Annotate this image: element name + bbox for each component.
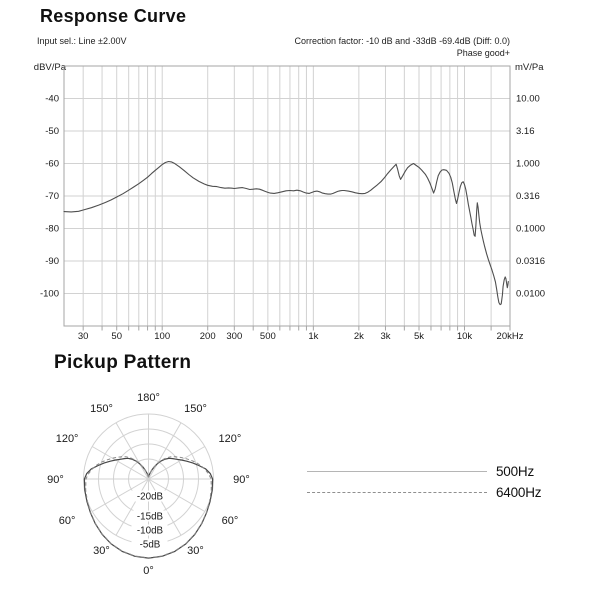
legend-line-6400hz xyxy=(307,492,487,493)
polar-radial-label: -10dB xyxy=(136,525,164,537)
x-tick-label: 3k xyxy=(380,331,391,342)
polar-angle-label: 150° xyxy=(90,402,113,415)
polar-angle-label: 90° xyxy=(47,474,64,486)
polar-spoke xyxy=(92,447,148,480)
phase-status-text: Phase good+ xyxy=(456,48,510,58)
x-tick-label: 50 xyxy=(111,331,122,342)
legend-label-500hz: 500Hz xyxy=(496,464,535,479)
y-tick-label-right: 0.0100 xyxy=(516,288,546,300)
y-tick-label-left: -100 xyxy=(39,288,59,300)
y-tick-label-right: 0.316 xyxy=(516,191,540,203)
x-tick-label: 5k xyxy=(413,331,425,342)
polar-angle-label: 120° xyxy=(55,433,79,445)
polar-angle-label: 30° xyxy=(187,545,204,558)
pickup-pattern-title: Pickup Pattern xyxy=(54,352,192,373)
x-tick-label: 20kHz xyxy=(496,331,524,342)
response-title: Response Curve xyxy=(40,6,187,26)
y-axis-left-unit: dBV/Pa xyxy=(33,62,66,73)
y-tick-label-left: -50 xyxy=(45,126,59,138)
polar-angle-label: 120° xyxy=(218,433,242,445)
x-tick-label: 300 xyxy=(226,331,243,342)
x-tick-label: 500 xyxy=(259,331,276,342)
response-chart-plot xyxy=(0,50,600,350)
y-tick-label-left: -60 xyxy=(45,158,59,170)
y-axis-right-unit: mV/Pa xyxy=(515,62,544,73)
polar-angle-label: 90° xyxy=(233,474,250,486)
polar-angle-label: 150° xyxy=(184,402,207,415)
y-tick-label-left: -40 xyxy=(45,93,59,105)
y-tick-label-right: 1.000 xyxy=(516,158,540,170)
y-tick-label-left: -90 xyxy=(45,256,59,268)
y-tick-label-right: 0.0316 xyxy=(516,256,546,268)
polar-radial-label: -5dB xyxy=(139,539,161,551)
y-tick-label-right: 3.16 xyxy=(516,126,535,138)
x-tick-label: 30 xyxy=(77,331,89,342)
polar-angle-label: 30° xyxy=(93,545,110,558)
polar-spoke xyxy=(149,423,182,479)
legend-label-6400hz: 6400Hz xyxy=(496,485,542,500)
y-tick-label-right: 10.00 xyxy=(516,93,540,105)
polar-angle-label: 60° xyxy=(221,515,239,527)
legend-line-500hz xyxy=(307,471,487,472)
x-tick-label: 10k xyxy=(456,331,473,342)
polar-spoke xyxy=(116,423,149,479)
polar-radial-label: -20dB xyxy=(136,491,164,503)
polar-angle-label: 60° xyxy=(58,515,76,527)
correction-factor-text: Correction factor: -10 dB and -33dB -69.4dB (Diff: 0.0) xyxy=(294,36,510,46)
x-tick-label: 1k xyxy=(308,331,319,342)
response-curve xyxy=(64,162,508,305)
x-tick-label: 100 xyxy=(154,331,171,342)
y-tick-label-left: -80 xyxy=(45,223,59,235)
polar-angle-label: 0° xyxy=(143,565,154,577)
x-tick-label: 2k xyxy=(353,331,364,342)
polar-radial-label: -15dB xyxy=(136,511,164,523)
x-tick-label: 200 xyxy=(199,331,216,342)
y-tick-label-left: -70 xyxy=(45,191,59,203)
input-select-text: Input sel.: Line ±2.00V xyxy=(37,36,127,46)
polar-angle-label: 180° xyxy=(137,392,160,404)
polar-spoke xyxy=(149,447,205,480)
y-tick-label-right: 0.1000 xyxy=(516,223,546,235)
